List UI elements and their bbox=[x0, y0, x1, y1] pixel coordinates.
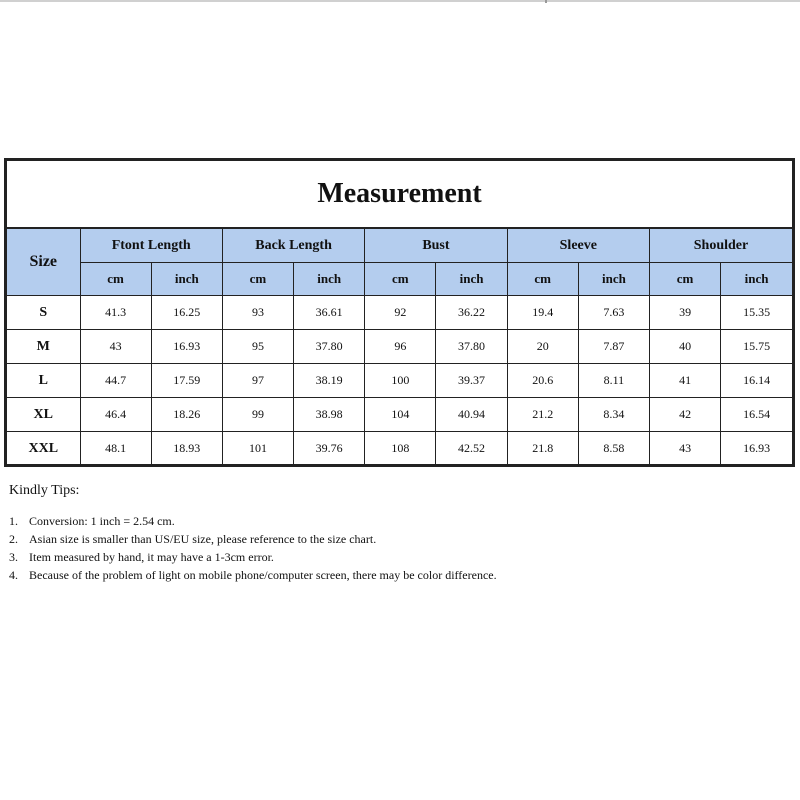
unit-header: inch bbox=[578, 263, 649, 296]
chart-title: Measurement bbox=[7, 161, 792, 229]
table-row bbox=[7, 330, 792, 364]
measurement-cell: 7.63 bbox=[578, 296, 649, 330]
tip-item bbox=[9, 566, 529, 584]
tip-text: Conversion: 1 inch = 2.54 cm. bbox=[29, 514, 175, 528]
measurement-cell: 19.4 bbox=[507, 296, 578, 330]
group-header-shoulder: Shoulder bbox=[650, 229, 793, 263]
measurement-cell: 44.7 bbox=[80, 364, 151, 398]
measurement-cell: 16.25 bbox=[151, 296, 222, 330]
unit-header: cm bbox=[507, 263, 578, 296]
size-cell: XXL bbox=[7, 432, 80, 466]
measurement-cell: 93 bbox=[222, 296, 293, 330]
tips-title: Kindly Tips: bbox=[9, 483, 80, 498]
measurement-cell: 8.58 bbox=[578, 432, 649, 466]
group-header-row bbox=[7, 229, 792, 263]
measurement-cell: 15.35 bbox=[721, 296, 792, 330]
measurement-cell: 38.98 bbox=[294, 398, 365, 432]
measurement-cell: 38.19 bbox=[294, 364, 365, 398]
measurement-cell: 41.3 bbox=[80, 296, 151, 330]
measurement-cell: 42.52 bbox=[436, 432, 507, 466]
measurement-cell: 36.61 bbox=[294, 296, 365, 330]
table-row bbox=[7, 364, 792, 398]
unit-header: cm bbox=[80, 263, 151, 296]
measurement-cell: 42 bbox=[650, 398, 721, 432]
measurement-cell: 37.80 bbox=[294, 330, 365, 364]
size-cell: L bbox=[7, 364, 80, 398]
measurement-cell: 16.93 bbox=[151, 330, 222, 364]
measurement-cell: 40 bbox=[650, 330, 721, 364]
group-header-bust: Bust bbox=[365, 229, 507, 263]
measurement-cell: 7.87 bbox=[578, 330, 649, 364]
measurement-cell: 48.1 bbox=[80, 432, 151, 466]
measurement-cell: 99 bbox=[222, 398, 293, 432]
group-header-front-length: Ftont Length bbox=[80, 229, 222, 263]
unit-header: cm bbox=[650, 263, 721, 296]
table-row bbox=[7, 398, 792, 432]
tip-item bbox=[9, 530, 529, 548]
table-row bbox=[7, 432, 792, 466]
measurement-cell: 43 bbox=[650, 432, 721, 466]
measurement-cell: 101 bbox=[222, 432, 293, 466]
size-cell: M bbox=[7, 330, 80, 364]
size-cell: S bbox=[7, 296, 80, 330]
tip-number: 3. bbox=[9, 550, 18, 564]
table-row bbox=[7, 296, 792, 330]
size-header: Size bbox=[7, 229, 80, 296]
unit-header: cm bbox=[222, 263, 293, 296]
top-divider bbox=[0, 0, 800, 2]
tip-number: 4. bbox=[9, 568, 18, 582]
measurement-cell: 40.94 bbox=[436, 398, 507, 432]
size-cell: XL bbox=[7, 398, 80, 432]
measurement-cell: 108 bbox=[365, 432, 436, 466]
measurement-cell: 16.54 bbox=[721, 398, 792, 432]
measurement-cell: 100 bbox=[365, 364, 436, 398]
measurement-cell: 8.11 bbox=[578, 364, 649, 398]
unit-header: inch bbox=[151, 263, 222, 296]
measurement-cell: 20.6 bbox=[507, 364, 578, 398]
unit-header: cm bbox=[365, 263, 436, 296]
measurement-cell: 97 bbox=[222, 364, 293, 398]
measurement-cell: 43 bbox=[80, 330, 151, 364]
tip-number: 2. bbox=[9, 532, 18, 546]
measurement-cell: 18.26 bbox=[151, 398, 222, 432]
measurement-cell: 8.34 bbox=[578, 398, 649, 432]
tip-text: Asian size is smaller than US/EU size, please reference to the size chart. bbox=[29, 532, 377, 546]
tip-item bbox=[9, 512, 529, 530]
measurement-cell: 21.2 bbox=[507, 398, 578, 432]
measurement-cell: 36.22 bbox=[436, 296, 507, 330]
measurement-cell: 104 bbox=[365, 398, 436, 432]
table-body bbox=[7, 296, 792, 466]
tip-number: 1. bbox=[9, 514, 18, 528]
tip-text: Item measured by hand, it may have a 1-3cm error. bbox=[29, 550, 274, 564]
measurement-cell: 15.75 bbox=[721, 330, 792, 364]
tips-list bbox=[9, 512, 529, 584]
measurement-cell: 37.80 bbox=[436, 330, 507, 364]
measurement-cell: 39 bbox=[650, 296, 721, 330]
size-chart bbox=[4, 158, 795, 467]
unit-header-row bbox=[7, 263, 792, 296]
unit-header: inch bbox=[436, 263, 507, 296]
measurement-cell: 39.76 bbox=[294, 432, 365, 466]
group-header-back-length: Back Length bbox=[222, 229, 364, 263]
measurement-cell: 18.93 bbox=[151, 432, 222, 466]
measurement-cell: 16.93 bbox=[721, 432, 792, 466]
measurement-cell: 95 bbox=[222, 330, 293, 364]
tip-item bbox=[9, 548, 529, 566]
measurement-cell: 41 bbox=[650, 364, 721, 398]
measurement-cell: 92 bbox=[365, 296, 436, 330]
measurement-cell: 46.4 bbox=[80, 398, 151, 432]
measurement-cell: 96 bbox=[365, 330, 436, 364]
unit-header: inch bbox=[294, 263, 365, 296]
tip-text: Because of the problem of light on mobile phone/computer screen, there may be color difference. bbox=[29, 568, 497, 582]
group-header-sleeve: Sleeve bbox=[507, 229, 649, 263]
measurement-cell: 16.14 bbox=[721, 364, 792, 398]
measurement-cell: 21.8 bbox=[507, 432, 578, 466]
measurement-table bbox=[7, 229, 792, 465]
unit-header: inch bbox=[721, 263, 792, 296]
measurement-cell: 39.37 bbox=[436, 364, 507, 398]
measurement-cell: 17.59 bbox=[151, 364, 222, 398]
kindly-tips bbox=[9, 483, 529, 584]
measurement-cell: 20 bbox=[507, 330, 578, 364]
